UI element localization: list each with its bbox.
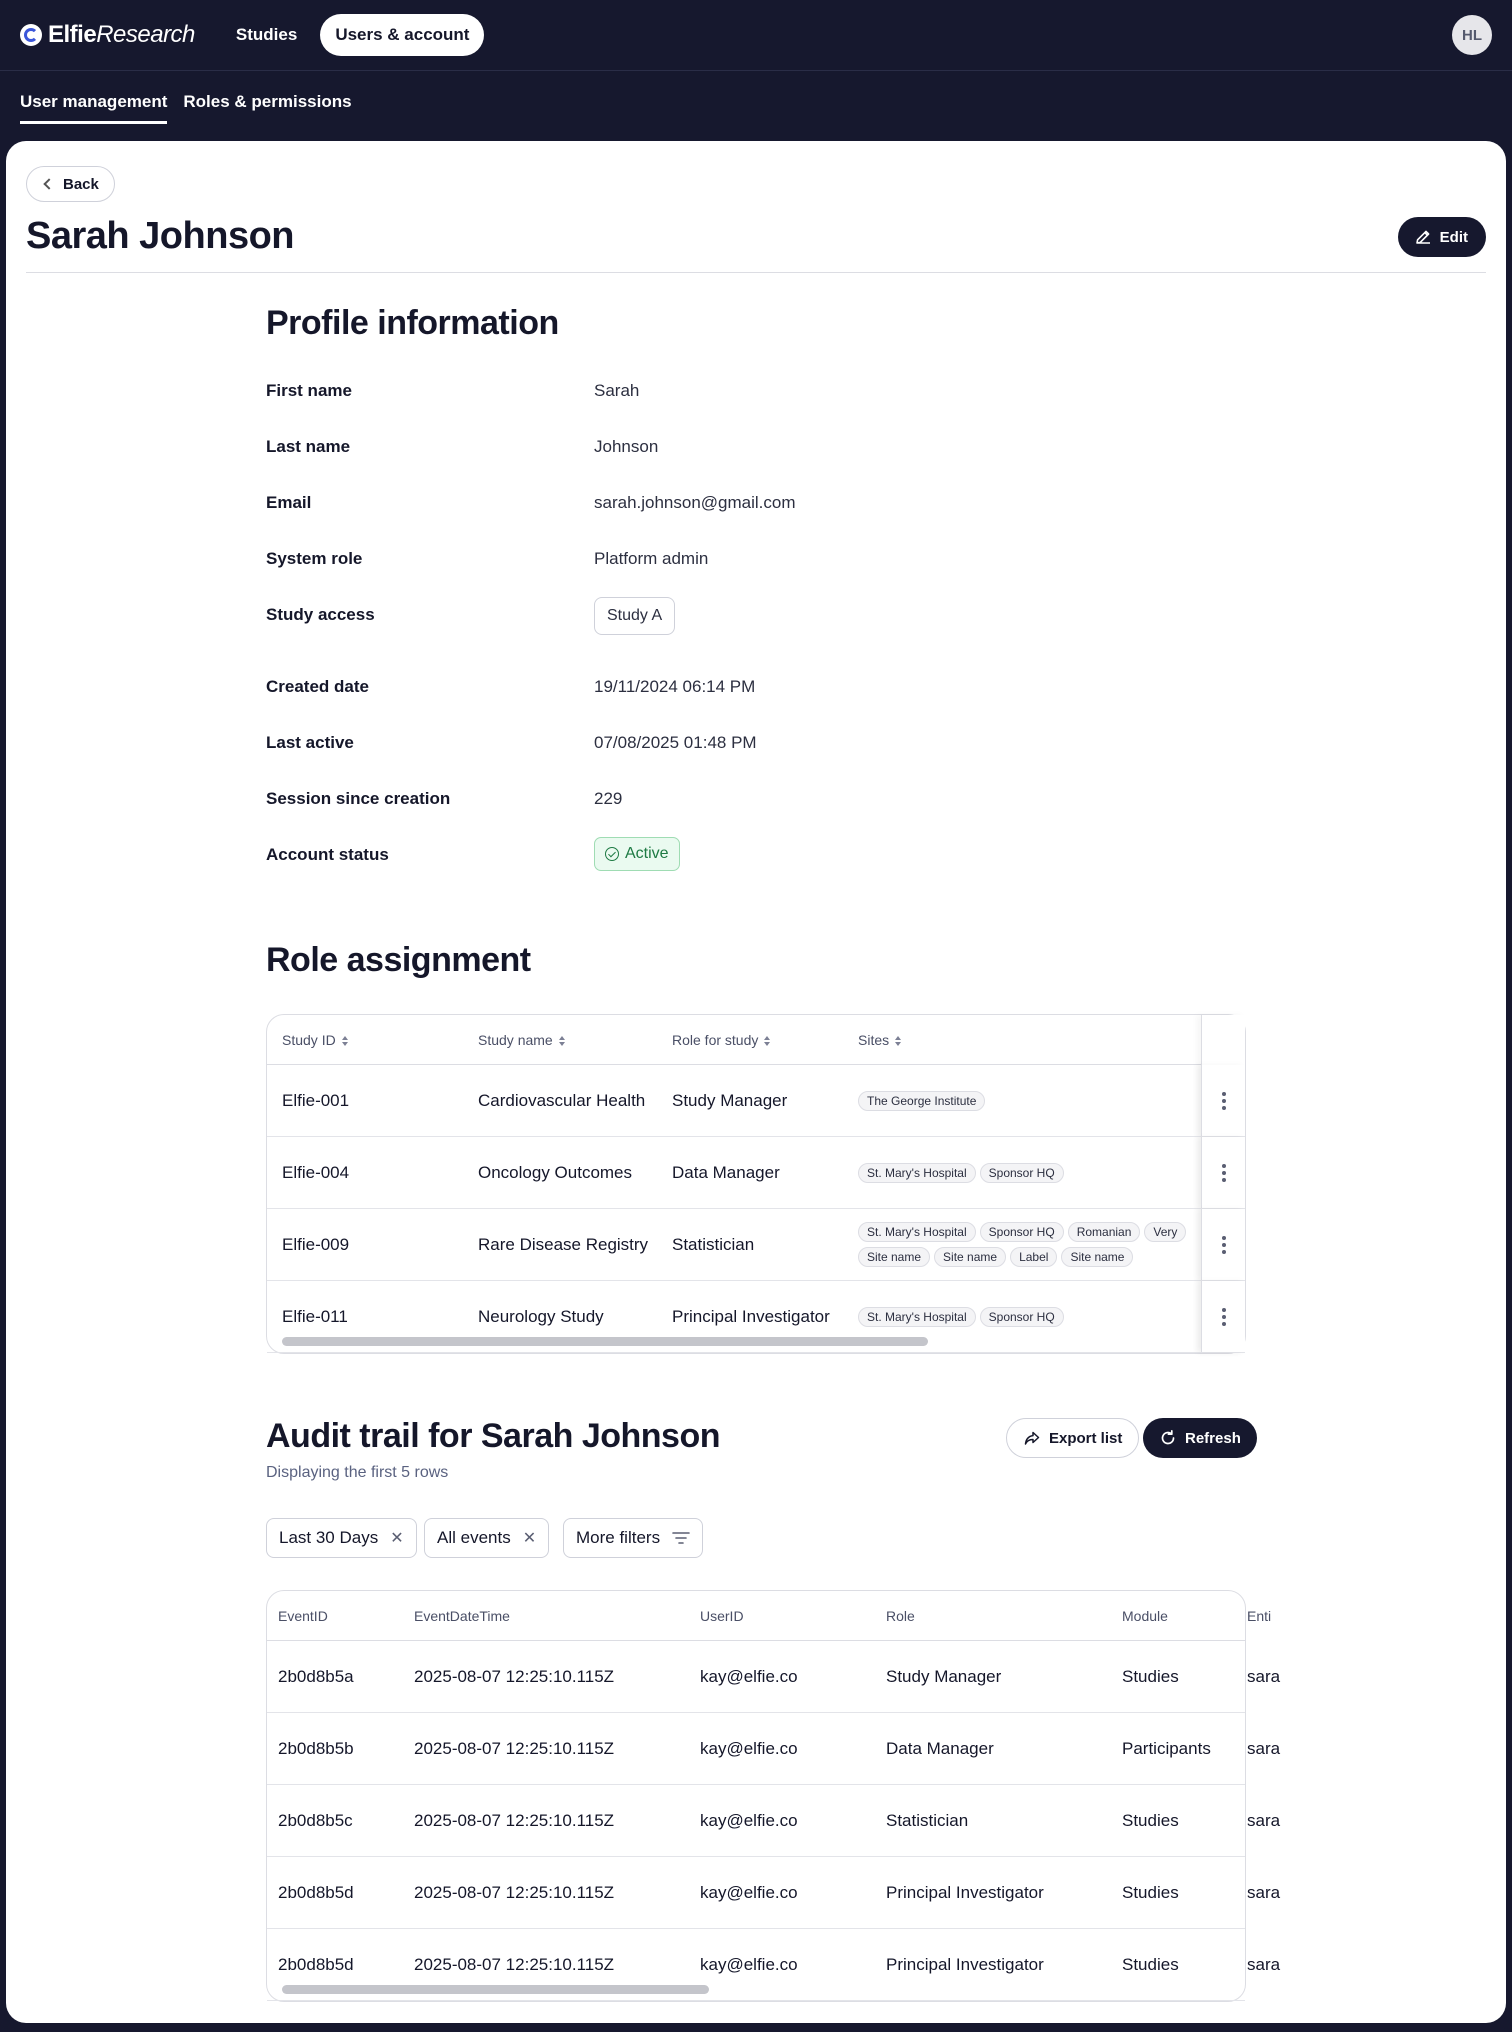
entity-cell: sara	[1247, 1810, 1281, 1830]
profile-row-system-role	[266, 549, 1246, 569]
profile-section-title: Profile information	[266, 304, 559, 342]
more-filters-button[interactable]	[563, 1518, 703, 1558]
close-icon[interactable]: ✕	[522, 1530, 537, 1547]
event-time-cell: 2025-08-07 12:25:10.115Z	[414, 1954, 615, 1974]
entity-cell: sara	[1247, 1954, 1281, 1974]
study-id-cell: Elfie-009	[282, 1234, 350, 1254]
column-header-module[interactable]: Module	[1122, 1607, 1168, 1624]
table-row[interactable]	[267, 1641, 1281, 1713]
sort-icon	[559, 1036, 566, 1046]
role-cell: Data Manager	[672, 1162, 780, 1182]
filter-chip-label: All events	[437, 1528, 511, 1547]
row-actions-button[interactable]	[1201, 1065, 1245, 1136]
entity-cell: sara	[1247, 1666, 1281, 1686]
event-id-cell: 2b0d8b5c	[278, 1810, 353, 1830]
profile-row-account-status	[266, 845, 1246, 871]
event-id-cell: 2b0d8b5d	[278, 1882, 354, 1902]
column-header-role[interactable]: Role	[886, 1607, 915, 1624]
study-name-cell: Neurology Study	[478, 1306, 604, 1326]
site-tag: Site name	[858, 1247, 930, 1267]
table-row[interactable]	[267, 1209, 1245, 1281]
site-tag: Very	[1144, 1222, 1186, 1242]
event-id-cell: 2b0d8b5b	[278, 1738, 354, 1758]
role-table-header	[267, 1015, 1245, 1065]
edit-button-label: Edit	[1439, 228, 1468, 246]
entity-cell: sara	[1247, 1738, 1281, 1758]
table-row[interactable]	[267, 1857, 1281, 1929]
site-tag: Sponsor HQ	[980, 1222, 1064, 1242]
role-cell: Principal Investigator	[672, 1306, 830, 1326]
role-cell: Statistician	[672, 1234, 755, 1254]
close-icon[interactable]: ✕	[390, 1530, 404, 1547]
role-section-title: Role assignment	[266, 941, 531, 979]
column-header-event-datetime[interactable]: EventDateTime	[414, 1607, 510, 1624]
user-id-cell: kay@elfie.co	[700, 1954, 798, 1974]
study-id-cell: Elfie-001	[282, 1090, 350, 1110]
profile-row-created-date	[266, 677, 1246, 697]
module-cell: Studies	[1122, 1882, 1179, 1902]
event-id-cell: 2b0d8b5a	[278, 1666, 354, 1686]
site-tag: St. Mary's Hospital	[858, 1222, 976, 1242]
profile-label: Last active	[266, 733, 354, 752]
profile-value: 19/11/2024 06:14 PM	[594, 677, 756, 696]
module-cell: Participants	[1122, 1738, 1211, 1758]
logo-bold-text: Elfie	[48, 21, 97, 48]
refresh-button[interactable]	[1143, 1418, 1257, 1458]
profile-value: sarah.johnson@gmail.com	[594, 493, 796, 512]
audit-subtitle: Displaying the first 5 rows	[266, 1464, 449, 1481]
pencil-icon	[1414, 228, 1432, 246]
sort-icon	[895, 1036, 902, 1046]
column-header-event-id[interactable]: EventID	[278, 1607, 328, 1624]
column-header-label: Study name	[478, 1031, 553, 1048]
profile-label: Last name	[266, 437, 351, 456]
refresh-icon	[1159, 1429, 1177, 1447]
column-header-user-id[interactable]: UserID	[700, 1607, 744, 1624]
table-row[interactable]	[267, 1137, 1245, 1209]
profile-row-email	[266, 493, 1246, 513]
more-filters-label: More filters	[576, 1528, 661, 1547]
row-actions-button[interactable]	[1201, 1281, 1245, 1352]
event-time-cell: 2025-08-07 12:25:10.115Z	[414, 1882, 615, 1902]
audit-table-header	[267, 1591, 1272, 1641]
profile-row-sessions	[266, 789, 1246, 809]
top-nav-bar	[0, 0, 1512, 71]
elfie-logo-icon	[20, 24, 42, 46]
user-avatar[interactable]: HL	[1452, 15, 1492, 55]
title-divider	[26, 272, 1486, 273]
sub-tab-user-management[interactable]: User management	[20, 71, 167, 124]
profile-label: Account status	[266, 845, 389, 864]
sort-icon	[764, 1036, 771, 1046]
more-vertical-icon	[1222, 1164, 1226, 1182]
user-id-cell: kay@elfie.co	[700, 1738, 798, 1758]
chevron-left-icon	[43, 178, 54, 189]
site-tag: Romanian	[1068, 1222, 1141, 1242]
user-id-cell: kay@elfie.co	[700, 1666, 798, 1686]
profile-value: Sarah	[594, 381, 640, 400]
profile-value: Johnson	[594, 437, 659, 456]
sub-tab-roles-permissions[interactable]: Roles & permissions	[183, 92, 352, 111]
main-card	[6, 141, 1506, 2023]
profile-value: 07/08/2025 01:48 PM	[594, 733, 757, 752]
row-actions-button[interactable]	[1201, 1209, 1245, 1280]
audit-table	[266, 1590, 1281, 2002]
app-logo[interactable]	[20, 21, 195, 49]
nav-tab-studies[interactable]: Studies	[235, 25, 298, 44]
study-name-cell: Oncology Outcomes	[478, 1162, 633, 1182]
export-list-button[interactable]	[1006, 1418, 1139, 1458]
event-time-cell: 2025-08-07 12:25:10.115Z	[414, 1738, 615, 1758]
column-header-study-id[interactable]	[267, 1032, 463, 1048]
column-header-study-name[interactable]	[463, 1032, 657, 1048]
filter-chip-label: Last 30 Days	[279, 1528, 379, 1547]
back-button[interactable]	[26, 166, 115, 202]
role-cell: Principal Investigator	[886, 1882, 1044, 1902]
profile-value: Platform admin	[594, 549, 709, 568]
study-name-cell: Rare Disease Registry	[478, 1234, 649, 1254]
table-row[interactable]	[267, 1713, 1281, 1785]
site-tag: Sponsor HQ	[980, 1307, 1064, 1327]
column-header-sites[interactable]	[843, 1032, 1203, 1048]
table-row[interactable]	[267, 1785, 1281, 1857]
role-cell: Data Manager	[886, 1738, 994, 1758]
nav-tab-users-account[interactable]: Users & account	[320, 14, 484, 56]
sort-icon	[342, 1036, 349, 1046]
study-access-chip[interactable]: Study A	[594, 597, 675, 635]
study-id-cell: Elfie-004	[282, 1162, 350, 1182]
column-header-role[interactable]	[657, 1032, 843, 1048]
back-button-label: Back	[63, 175, 99, 193]
study-name-cell: Cardiovascular Health	[478, 1090, 646, 1110]
profile-label: Email	[266, 493, 312, 512]
sites-cell	[843, 1158, 1203, 1188]
status-badge-label: Active	[625, 845, 669, 862]
sites-cell	[843, 1086, 1203, 1116]
profile-label: First name	[266, 381, 352, 400]
refresh-label: Refresh	[1185, 1429, 1241, 1447]
column-header-entity[interactable]: Enti	[1247, 1607, 1272, 1624]
profile-label: Session since creation	[266, 789, 451, 808]
more-vertical-icon	[1222, 1308, 1226, 1326]
site-tag: Site name	[934, 1247, 1006, 1267]
module-cell: Studies	[1122, 1810, 1179, 1830]
filter-chip-events[interactable]	[424, 1518, 549, 1558]
site-tag: Label	[1010, 1247, 1057, 1267]
event-time-cell: 2025-08-07 12:25:10.115Z	[414, 1666, 615, 1686]
role-cell: Principal Investigator	[886, 1954, 1044, 1974]
profile-label: Created date	[266, 677, 369, 696]
module-cell: Studies	[1122, 1666, 1179, 1686]
profile-value: 229	[594, 789, 623, 808]
row-actions-button[interactable]	[1201, 1137, 1245, 1208]
more-vertical-icon	[1222, 1236, 1226, 1254]
logo-light-text: Research	[96, 21, 195, 48]
profile-label: Study access	[266, 605, 375, 624]
horizontal-scrollbar[interactable]	[282, 1985, 709, 1994]
profile-row-last-name	[266, 437, 1246, 457]
entity-cell: sara	[1247, 1882, 1281, 1902]
role-cell: Study Manager	[886, 1666, 1002, 1686]
site-tag: Sponsor HQ	[980, 1163, 1064, 1183]
profile-row-first-name	[266, 381, 1246, 401]
sites-cell	[843, 1217, 1203, 1272]
column-header-label: Role for study	[672, 1031, 759, 1048]
role-table	[266, 1014, 1246, 1354]
horizontal-scrollbar[interactable]	[282, 1337, 928, 1346]
column-header-label: Sites	[858, 1031, 890, 1048]
event-id-cell: 2b0d8b5d	[278, 1954, 354, 1974]
user-id-cell: kay@elfie.co	[700, 1810, 798, 1830]
profile-label: System role	[266, 549, 363, 568]
page-title: Sarah Johnson	[26, 215, 294, 257]
edit-button[interactable]	[1398, 217, 1486, 257]
sub-nav-bar	[0, 71, 1512, 140]
column-header-label: Study ID	[282, 1031, 336, 1048]
more-vertical-icon	[1222, 1092, 1226, 1110]
profile-row-study-access	[266, 605, 1246, 635]
user-id-cell: kay@elfie.co	[700, 1882, 798, 1902]
filter-chip-date-range[interactable]	[266, 1518, 417, 1558]
study-id-cell: Elfie-011	[282, 1306, 348, 1326]
role-cell: Statistician	[886, 1810, 969, 1830]
profile-row-last-active	[266, 733, 1246, 753]
site-tag: The George Institute	[858, 1091, 985, 1111]
event-time-cell: 2025-08-07 12:25:10.115Z	[414, 1810, 615, 1830]
site-tag: St. Mary's Hospital	[858, 1307, 976, 1327]
site-tag: St. Mary's Hospital	[858, 1163, 976, 1183]
table-row[interactable]	[267, 1065, 1245, 1137]
site-tag: Site name	[1061, 1247, 1133, 1267]
export-list-label: Export list	[1049, 1429, 1123, 1447]
filter-lines-icon	[672, 1531, 690, 1545]
share-arrow-icon	[1023, 1429, 1041, 1447]
audit-section-title: Audit trail for Sarah Johnson	[266, 1417, 720, 1455]
module-cell: Studies	[1122, 1954, 1179, 1974]
sites-cell	[843, 1302, 1203, 1332]
role-cell: Study Manager	[672, 1090, 788, 1110]
check-circle-icon	[605, 847, 619, 861]
status-badge	[594, 837, 680, 871]
